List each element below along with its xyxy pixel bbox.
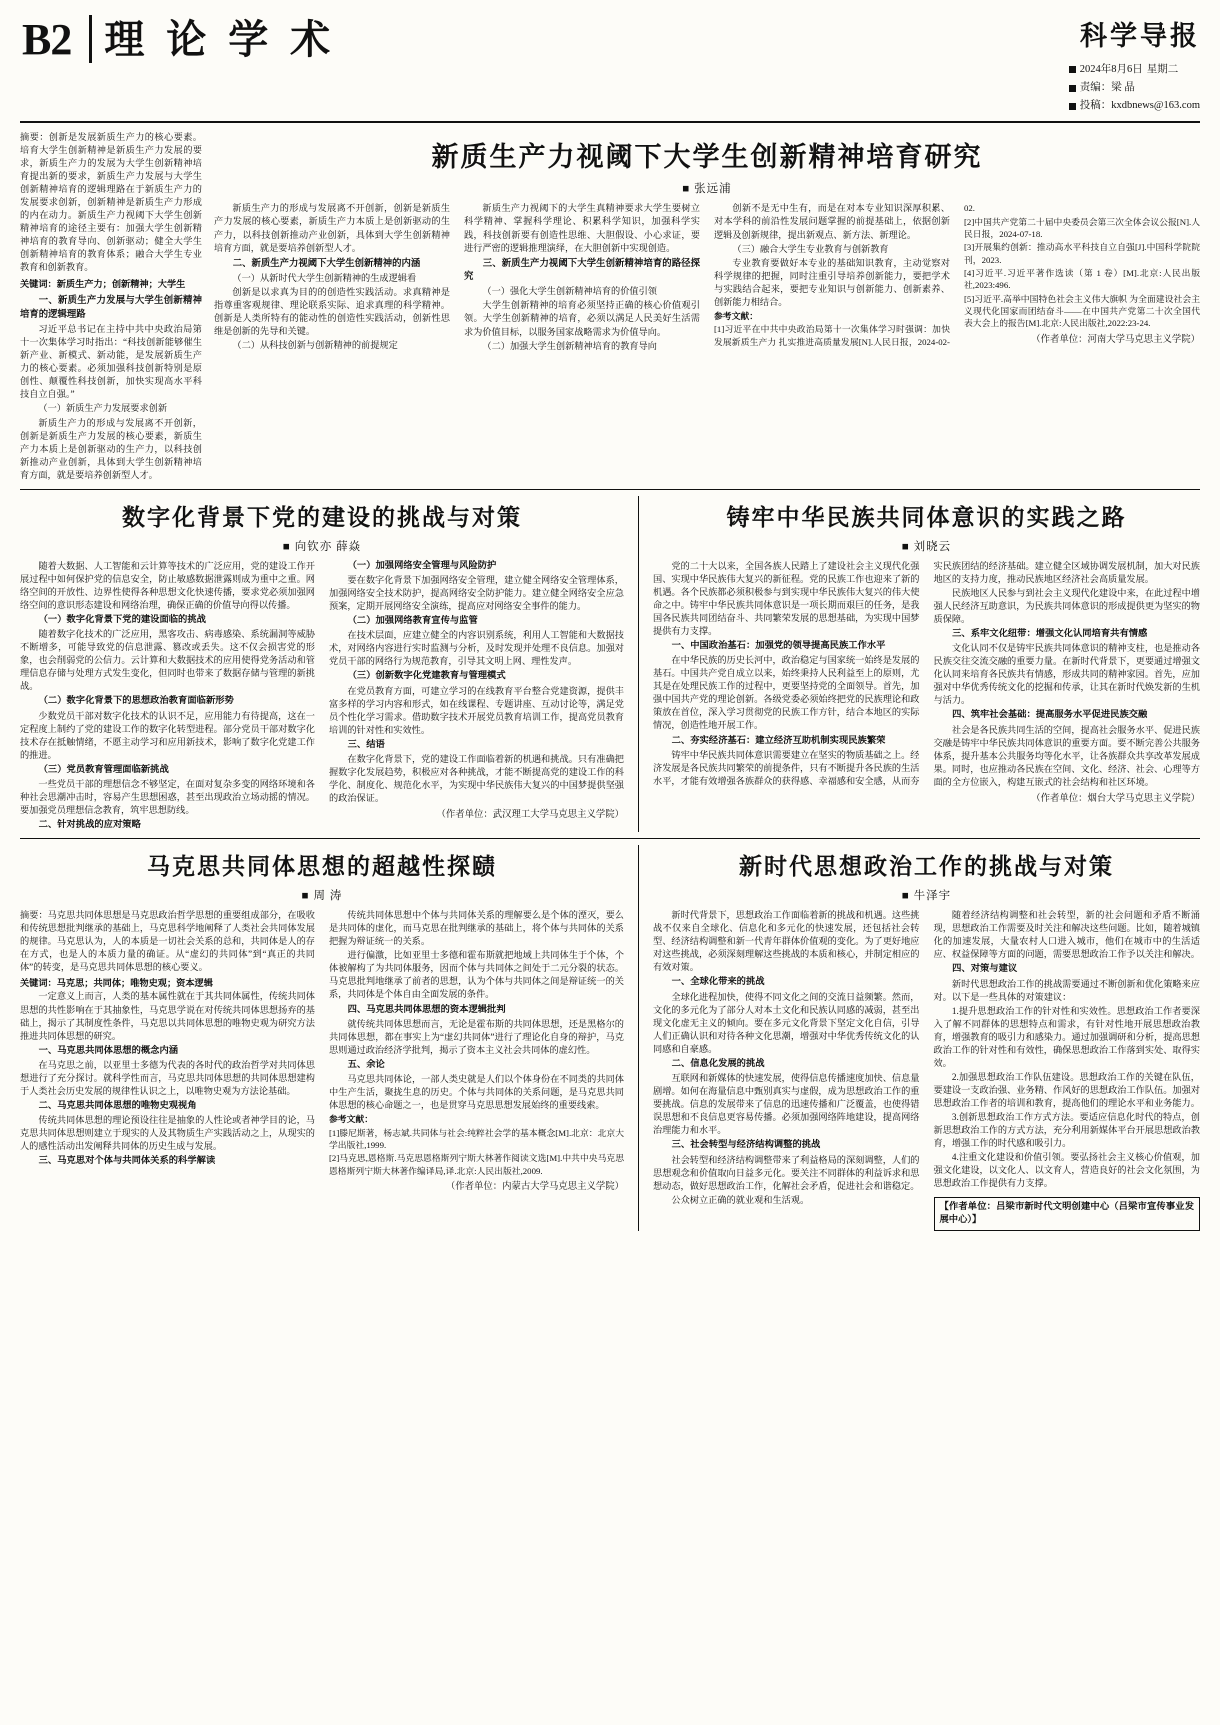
divider	[20, 489, 1200, 490]
article-1-sec-2-heading: 二、新质生产力视阈下大学生创新精神的内涵	[232, 258, 421, 269]
article-3-title: 铸牢中华民族共同体意识的实践之路	[726, 503, 1127, 531]
masthead-right	[1069, 14, 1200, 115]
article-4-p6: 就传统共同体思想而言，无论是霍布斯的共同体思想，还是黑格尔的共同体思想，都在事实上为“虚幻共同体”进行了理论化自身的辩护，马克思则通过政治经济学批判，揭示了资本主义社会共同体的虚幻性。	[329, 1018, 624, 1055]
article-2-p2: 随着数字化技术的广泛应用，黑客攻击、病毒感染、系统漏洞等威胁不断增多，可能导致党的信息泄露、篡改或丢失。这不仅会损害党的形象，也会削弱党的公信力。云计算和大数据技术的应用使得党务活动和管理信息存储与处理方式发生变化，但同时也带来了数据存储与管理的新挑战。	[20, 629, 315, 692]
article-1-sec-3-p2: 大学生创新精神的培育必须坚持正确的核心价值观引领。大学生创新精神的培育，必须以满足人民美好生活需求为价值目标，以服务国家战略需求为价值导向。	[464, 300, 700, 337]
article-5-byline: ■ 牛泽宇	[901, 890, 952, 903]
article-4-h5: 五、余论	[347, 1059, 385, 1070]
article-1-sec-1-p1: 习近平总书记在主持中共中央政治局第十一次集体学习时指出：“科技创新能够催生新产业、新模式、新动能，是发展新质生产力的核心要素。必须加强科技创新特别是原创性、颠覆性科技创新，加快实现高水平科技自立自强。”	[20, 324, 202, 400]
article-1-sec-1-heading: 一、新质生产力发展与大学生创新精神培育的逻辑理路	[20, 296, 202, 320]
article-4-keywords: 关键词：马克思；共同体；唯物史观；资本逻辑	[20, 978, 213, 989]
issue-date: 2024年8月6日	[1079, 63, 1143, 75]
article-1-keywords: 关键词：新质生产力；创新精神；大学生	[20, 279, 186, 290]
article-5-h2: 二、信息化发展的挑战	[671, 1058, 765, 1069]
reference-item: [5]习近平.高举中国特色社会主义伟大旗帜 为全面建设社会主义现代化国家而团结奋斗——在中国共产党第二十次全国代表大会上的报告[M].北京:人民出版社,2022:23-24.	[964, 293, 1200, 329]
article-2-h6: （二）加强网络教育宣传与监管	[347, 615, 478, 626]
article-4-h3: 三、马克思对个体与共同体关系的科学解读	[38, 1156, 216, 1167]
article-2-signature: （作者单位：武汉理工大学马克思主义学院）	[436, 810, 624, 821]
article-5-h4: 四、对策与建议	[952, 964, 1018, 975]
article-4-h4: 四、马克思共同体思想的资本逻辑批判	[347, 1004, 506, 1015]
article-4-p7: 马克思共同体论，一部人类史就是人们以个体身份在不同类的共同体中生产生活，聚拢生息的历史。个体与共同体的关系问题，是马克思共同体思想的核心命题之一，也是贯穿马克思思想发展始终的重要线索。	[329, 1074, 624, 1111]
article-2-p7: 在党员教育方面，可建立学习的在线教育平台整合党建资源，提供丰富多样的学习内容和形式，如在线课程、专题讲座、互动讨论等，满足党员个性化学习需求。借助数字技术开展党员教育培训工作，提高党员教育培训的针对性和实效性。	[329, 685, 624, 735]
article-1-sec-2-p2: 创新是以求真为目的的创造性实践活动。求真精神是指尊重客观规律、理论联系实际、追求真理的科学精神。创新是人类所特有的能动性的创造性实践活动，创新性思维是创新的先导和关键。	[214, 287, 450, 337]
article-5-p7: 新时代思想政治工作的挑战需要通过不断创新和优化策略来应对。以下是一些具体的对策建议：	[933, 978, 1200, 1002]
article-2-columns	[20, 560, 624, 833]
article-2-p3: 少数党员干部对数字化技术的认识不足，应用能力有待提高，这在一定程度上制约了党的建设工作的数字化转型进程。部分党员干部对数字化技术存在抵触情绪，不愿主动学习和应用新技术，影响了数字化党建工作的推进。	[20, 710, 315, 760]
article-1-sec-2-p1: （一）从新时代大学生创新精神的生成逻辑看	[232, 272, 417, 283]
article-1-sec-3-heading: 三、新质生产力视阈下大学生创新精神培育的路径探究	[464, 258, 700, 282]
article-4-refs-heading: 参考文献：	[329, 1114, 373, 1125]
bullet-icon	[1069, 85, 1076, 92]
article-5-p11: 4.注重文化建设和价值引领。要弘扬社会主义核心价值观，加强文化建设，以文化人、以文育人，营造良好的社会文化氛围，为思想政治工作提供有力支撑。	[933, 1152, 1200, 1189]
article-1-sec-3-p5: （三）融合大学生专业教育与创新教育	[732, 243, 889, 254]
article-3-h3: 三、系牢文化纽带：增强文化认同培育共有情感	[952, 628, 1148, 639]
paper-name: 科学导报	[1080, 21, 1200, 52]
article-5-title: 新时代思想政治工作的挑战与对策	[739, 853, 1114, 881]
article-5	[638, 845, 1200, 1230]
article-5-p9: 2.加强思想政治工作队伍建设。思想政治工作的关键在队伍，要建设一支政治强、业务精、作风好的思想政治工作队伍。加强对思想政治工作者的培训和教育，提高他们的理论水平和业务能力。	[933, 1071, 1200, 1109]
page-folio: B2	[22, 15, 72, 64]
article-3-h2: 二、夯实经济基石：建立经济互助机制实现民族繁荣	[671, 735, 886, 746]
reference-item: [1]滕尼斯著，杨志斌.共同体与社会:纯粹社会学的基本概念[M].北京：北京大学出版社,1999.	[329, 1127, 624, 1150]
article-5-h3: 三、社会转型与经济结构调整的挑战	[671, 1140, 821, 1151]
article-3-byline: ■ 刘晓云	[901, 540, 952, 553]
submission-email: 投稿：kxdbnews@163.com	[1079, 100, 1200, 112]
article-4-columns	[20, 909, 624, 1194]
article-3-p3: 铸牢中华民族共同体意识需要建立在坚实的物质基础之上。经济发展是各民族共同繁荣的前提条件，只有不断提升各民族的生活水平，才能有效增强各族群众的获得感、幸福感和安全感，从而夯实民族团结的经济基础。建立健全区域协调发展机制，加大对民族地区的支持力度，推动民族地区经济社会高质量发展。	[653, 560, 1200, 786]
article-3-p4: 民族地区人民参与到社会主义现代化建设中来，在此过程中增强人民经济互助意识，为民族共同体意识的形成提供更为坚实的物质保障。	[933, 587, 1200, 624]
article-5-p1: 新时代背景下，思想政治工作面临着新的挑战和机遇。这些挑战不仅来自全球化、信息化和多元化的快速发展，还包括社会转型、经济结构调整和新一代青年群体价值观的变化。为了更好地应对这些挑战，必须深刻理解这些挑战的本质和核心，并制定相应的有效对策。	[653, 910, 920, 973]
article-5-h1: 一、全球化带来的挑战	[671, 977, 765, 988]
article-2-byline: ■ 向钦亦 薛焱	[282, 540, 362, 553]
reference-item: [3]开展集约创新：推动高水平科技自立自强[J].中国科学院院刊，2023.	[964, 242, 1200, 265]
article-1-sec-2-p3: （二）从科技创新与创新精神的前提规定	[232, 340, 398, 351]
editor-credit: 责编：梁 晶	[1079, 82, 1135, 94]
article-3-h1: 一、中国政治基石：加强党的领导提高民族工作水平	[671, 640, 886, 651]
article-2-p1: 随着大数据、人工智能和云计算等技术的广泛应用，党的建设工作开展过程中如何保护党的信息安全，防止敏感数据泄露则成为重中之重。网络空间的开放性、边界性使得各种思想文化快速传播，要求党必须加强网络空间的意识形态建设和网络治理，确保正确的价值导向得以传播。	[20, 560, 315, 610]
article-2-h4: 二、针对挑战的应对策略	[38, 820, 141, 831]
article-4-title: 马克思共同体思想的超越性探赜	[147, 853, 497, 881]
article-2-p8: 在数字化背景下，党的建设工作面临着新的机遇和挑战。只有准确把握数字化发展趋势，积极应对各种挑战，才能不断提高党的建设工作的科学化、制度化、规范化水平，为实现中华民族伟大复兴的中国梦提供坚强的政治保证。	[329, 753, 624, 804]
article-2-p4: 一些党员干部的理想信念不够坚定，在面对复杂多变的网络环境和各种社会思潮冲击时，容易产生思想困惑，甚至出现政治立场动摇的情况。要加强党员理想信念教育，筑牢思想防线。	[20, 778, 315, 816]
article-2-h3: （三）党员教育管理面临新挑战	[38, 764, 169, 775]
article-1-byline: ■ 张远浦	[682, 183, 732, 196]
article-1-abstract: 摘要：创新是发展新质生产力的核心要素。培育大学生创新精神是新质生产力发展的要求，新质生产力的发展为大学生创新精神培育提出新的要求，新质生产力发展与大学生创新精神培育的逻辑理路在于新质生产力的发展要求创新，创新精神是新质生产力形成的内在动力。新质生产力视阈下大学生创新精神培育的途径主要有：加强大学生创新精神培育的教育导向、创新驱动；健全大学生创新精神培育的教育体系；融合大学生专业教育和创新教育。	[20, 131, 202, 273]
article-1-abstract-col	[20, 131, 202, 483]
article-4	[20, 845, 624, 1230]
masthead	[20, 14, 1200, 123]
article-3-signature: （作者单位：烟台大学马克思主义学院）	[1031, 793, 1200, 804]
section-title: 理 论 学 术	[89, 15, 342, 63]
article-1-lead: 新质生产力的形成与发展离不开创新，创新是新质生产力发展的核心要素，新质生产力本质上是创新驱动的生产力，以科技创新推动产业创新，具体到大学生创新精神培育方面，就是要培养创新型人才。	[214, 203, 450, 253]
article-1-sec-3-p3: （二）加强大学生创新精神培育的教育导向	[482, 340, 657, 351]
article-1-sec-1-p3: 新质生产力的形成与发展离不开创新，创新是新质生产力发展的核心要素，新质生产力本质上是创新驱动的生产力，以科技创新推动产业创新，具体到大学生创新精神培育方面，就是要培养创新型人才。	[20, 417, 202, 480]
reference-item: [2]马克思,恩格斯.马克思恩格斯列宁斯大林著作阅读文选[M].中共中央马克思恩格斯列宁斯大林著作编译局,译.北京:人民出版社,2009.	[329, 1153, 624, 1176]
article-1-sec-2-p4: 新质生产力视阈下的大学生真精神要求大学生要树立科学精神、掌握科学理论、积累科学知识，加强科学实践，科技创新要有创造性思维、大胆假设、小心求证，要进行严密的逻辑推理演绎，在大胆创新中实现创造。	[464, 203, 700, 253]
article-1-signature: （作者单位：河南大学马克思主义学院）	[1031, 334, 1200, 345]
article-4-p4: 传统共同体思想中个体与共同体关系的理解要么是个体的湮灭，要么是共同体的虚化，而马克思在批判继承的基础上，将个体与共同体的关系把握为辩证统一的关系。	[329, 910, 624, 947]
reference-item: [4]习近平.习近平著作选读（第 1 卷）[M].北京:人民出版社,2023:496.	[964, 267, 1200, 291]
article-3-p1: 党的二十大以来，全国各族人民踏上了建设社会主义现代化强国、实现中华民族伟大复兴的新征程。党的民族工作也迎来了新的机遇。各个民族都必须积极参与到实现中华民族伟大复兴的伟大使命之中。铸牢中华民族共同体意识是一项长期而艰巨的任务，是我国各民族共同团结奋斗、共同繁荣发展的思想基础，为实现中国梦提供有力支撑。	[653, 560, 920, 636]
article-5-p10: 3.创新思想政治工作方式方法。要适应信息化时代的特点，创新思想政治工作的方式方法，充分利用新媒体平台开展思想政治教育，增强工作的时代感和吸引力。	[933, 1112, 1200, 1149]
article-4-p3: 传统共同体思想的理论预设往往是抽象的人性论或者神学目的论，马克思共同体思想则建立于现实的人及其物质生产实践活动之上，从现实的人的感性活动出发阐释共同体的历史生成与发展。	[20, 1115, 315, 1152]
bottom-band	[20, 845, 1200, 1230]
article-1	[20, 131, 1200, 483]
article-5-signature-box: 【作者单位：吕梁市新时代文明创建中心（吕梁市宣传事业发展中心）】	[934, 1197, 1201, 1231]
article-5-p2: 全球化进程加快，使得不同文化之间的交流日益频繁。然而，文化的多元化为了部分人对本土文化和民族认同感的减弱，甚至出现文化虚无主义的倾向。要在多元文化背景下坚定文化自信，引导人们正确认识和对待各种文化思潮，增强对中华优秀传统文化的认同感和自豪感。	[653, 991, 920, 1054]
article-3-p5: 文化认同不仅是铸牢民族共同体意识的精神支柱，也是推动各民族交往交流交融的重要力量。在新时代背景下，更要通过增强文化认同来培育各民族共有情感，形成共同的精神家园。首先，应加强对中华优秀传统文化的挖掘和传承，让其在新时代焕发新的生机与活力。	[933, 643, 1200, 706]
article-1-body	[214, 131, 1200, 483]
masthead-left	[20, 14, 342, 64]
article-5-p4: 社会转型和经济结构调整带来了利益格局的深刻调整，人们的思想观念和价值取向日益多元化。要关注不同群体的利益诉求和思想动态，做好思想政治工作，化解社会矛盾，促进社会和谐稳定。	[653, 1154, 920, 1191]
article-2-h1: （一）数字化背景下党的建设面临的挑战	[38, 614, 206, 625]
article-1-sec-1-p2: （一）新质生产力发展要求创新	[38, 403, 168, 414]
issue-weekday: 星期二	[1146, 63, 1179, 75]
article-3-h4: 四、筑牢社会基础：提高服务水平促进民族交融	[952, 710, 1148, 721]
article-2-title: 数字化背景下党的建设的挑战与对策	[122, 503, 522, 531]
article-2-p5: 要在数字化背景下加强网络安全管理，建立健全网络安全管理体系，加强网络安全技术防护，提高网络安全防护能力。建立健全网络安全应急预案，定期开展网络安全演练，提高应对网络安全事件的能力。	[329, 574, 624, 611]
article-2-h2: （二）数字化背景下的思想政治教育面临新形势	[38, 696, 234, 707]
reference-item: [1]习近平在中共中央政治局第十一次集体学习时强调：加快发展新质生产力 扎实推进高质量发展[N].人民日报，2024-02-02.	[714, 203, 975, 347]
article-4-abstract: 摘要：马克思共同体思想是马克思政治哲学思想的重要组成部分，在吸收和传统思想批判继承的基础上，马克思科学地阐释了人类社会共同体发展的规律。马克思认为，人的本质是一切社会关系的总和，共同体是人的存在方式，也是人的本质力量的确证。从“虚幻的共同体”到“真正的共同体”的转变，是马克思共同体思想的核心要义。	[20, 910, 315, 973]
article-4-h1: 一、马克思共同体思想的概念内涵	[38, 1045, 179, 1056]
article-4-p1: 一定意义上而言，人类的基本属性就在于其共同体属性，传统共同体思想的共性影响在于其抽象性，马克思学说在对传统共同体思想扬弃的基础上，揭示了其制度性条件，马克思以共同体思想的唯物史观为研究方法推进共同体思想的研究。	[20, 991, 315, 1041]
article-3	[638, 496, 1200, 833]
article-5-p8: 1.提升思想政治工作的针对性和实效性。思想政治工作者要深入了解不同群体的思想特点和需求，有针对性地开展思想政治教育，增强教育的吸引力和感染力。通过加强调研和分析，提高思想政治工作的针对性和有效性，确保思想政治工作落到实处、取得实效。	[933, 1005, 1200, 1068]
article-4-byline: ■ 周 涛	[301, 890, 343, 903]
article-4-references	[329, 1113, 624, 1177]
article-3-p2: 在中华民族的历史长河中，政治稳定与国家统一始终是发展的基石。中国共产党自成立以来，始终秉持人民利益至上的原则，尤其是在处理民族工作的过程中，更要坚持党的全面领导。首先，加强中国共产党的理论创新。各级党委必须始终把党的民族理论和政策放在首位，深入学习贯彻党的民族工作方针，结合本地区的实际情况，创造性地开展工作。	[653, 655, 920, 731]
bullet-icon	[1069, 66, 1076, 73]
article-1-sec-3-p6: 专业教育要做好本专业的基础知识教育，主动觉察对科学规律的把握，同时注重引导培养创新能力，要把学术与实践结合起来，要把专业知识与创新能力、创新素养、创新能力相结合。	[714, 257, 950, 307]
article-2-p6: 在技术层面，应建立健全的内容识别系统，利用人工智能和大数据技术，对网络内容进行实时监测与分析，及时发现并处理不良信息。加强对党员干部的网络行为规范教育，引导其文明上网、理性发声。	[329, 630, 624, 667]
article-2	[20, 496, 624, 833]
article-5-columns	[653, 909, 1200, 1230]
article-1-columns	[214, 202, 1200, 352]
divider	[20, 838, 1200, 839]
article-1-sec-3-p1: （一）强化大学生创新精神培育的价值引领	[482, 286, 657, 297]
article-4-h2: 二、马克思共同体思想的唯物史观视角	[38, 1101, 197, 1112]
article-1-refs-heading: 参考文献：	[714, 310, 758, 321]
article-5-p6: 随着经济结构调整和社会转型，新的社会问题和矛盾不断涌现，思想政治工作需要及时关注和解决这些问题。比如，随着城镇化的加速发展，大量农村人口进入城市，他们在城市中的生活适应、权益保障等方面的问题，需要思想政治工作予以关注和解决。	[933, 910, 1200, 960]
article-4-p5: 进行偏激，比如亚里士多德和霍布斯就把地域上共同体生于个体，个体被解构了为共同体服务，因而个体与共同体之间处于二元分裂的状态。马克思批判地继承了前者的思想，认为个体与共同体之间是辩证统一的关系，共同体是个体自由全面发展的条件。	[329, 950, 624, 1000]
reference-item: [2]中国共产党第二十届中央委员会第三次全体会议公报[N].人民日报，2024-07-18.	[964, 216, 1200, 240]
bullet-icon	[1069, 103, 1076, 110]
article-5-p3: 互联网和新媒体的快速发展，使得信息传播速度加快、信息量剧增。如何在海量信息中甄别真实与虚假，成为思想政治工作的重要挑战。信息的发展带来了信息的迅速传播和广泛覆盖，也使得错误思想和不良信息更容易传播。必须加强网络阵地建设，提高网络治理能力和水平。	[653, 1073, 920, 1136]
article-2-h8: 三、结语	[347, 739, 385, 750]
article-3-columns	[653, 560, 1200, 807]
masthead-meta	[1069, 62, 1200, 115]
article-5-p5: 公众树立正确的就业观和生活观。	[671, 1194, 810, 1205]
article-4-signature: （作者单位：内蒙古大学马克思主义学院）	[445, 1181, 624, 1192]
middle-band	[20, 496, 1200, 833]
article-4-p2: 在马克思之前，以亚里士多德为代表的各时代的政治哲学对共同体思想进行了充分探讨。就科学性而言，马克思共同体思想的共同体思想建构于人类社会历史发展的规律性认识之上，以唯物史观为方法论基础。	[20, 1059, 315, 1097]
article-2-h5: （一）加强网络安全管理与风险防护	[347, 560, 497, 571]
article-1-sec-3-p4: 创新不是无中生有，而是在对本专业知识深厚积累、对本学科的前沿性发展问题掌握的前提基础上，依据创新逻辑及创新规律，提出新观点、新方法、新理论。	[714, 203, 950, 240]
article-3-p6: 社会是各民族共同生活的空间，提高社会服务水平、促进民族交融是铸牢中华民族共同体意识的重要方面。要不断完善公共服务体系，提升基本公共服务均等化水平，让各族群众共享改革发展成果。同时，也应推动各民族在空间、文化、经济、社会、心理等方面的全方位嵌入，构建互嵌式的社会结构和社区环境。	[933, 724, 1200, 787]
article-1-title: 新质生产力视阈下大学生创新精神培育研究	[431, 141, 983, 173]
article-2-h7: （三）创新数字化党建教育与管理模式	[347, 671, 506, 682]
